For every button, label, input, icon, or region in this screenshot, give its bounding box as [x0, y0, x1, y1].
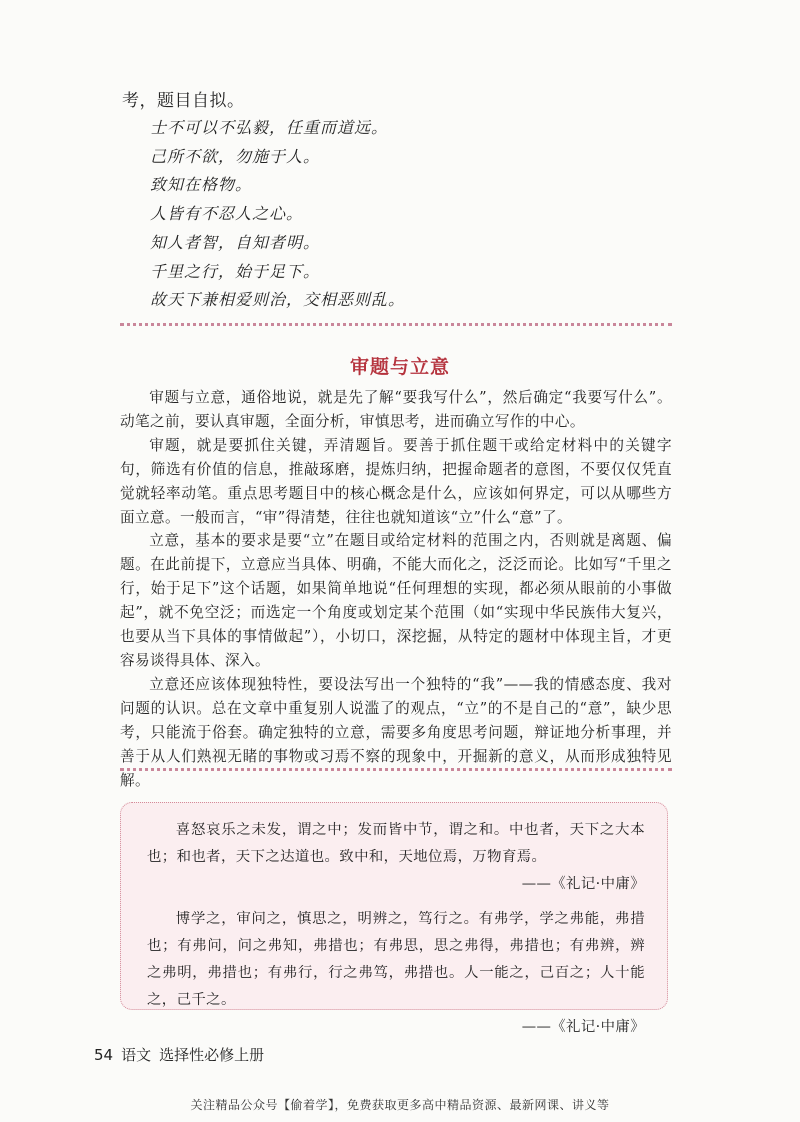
subject-name: 语文: [121, 1046, 152, 1064]
intro-line: 考，题目自拟。: [122, 91, 245, 111]
quote-box-content: [147, 817, 645, 1041]
page-number: 54: [94, 1046, 114, 1064]
quote-list: [150, 114, 405, 315]
page-footer: [94, 1044, 272, 1065]
spacer: [147, 898, 645, 906]
quote-item: 人皆有不忍人之心。: [150, 204, 304, 224]
promo-note: 关注精品公众号【偷着学】，免费获取更多高中精品资源、最新网课、讲义等: [190, 1098, 610, 1112]
quote-item: 致知在格物。: [150, 175, 253, 195]
quote-item: 知人者智，自知者明。: [150, 232, 321, 252]
body-paragraph: 审题，就是要抓住关键，弄清题旨。要善于抓住题干或给定材料中的关键字句，筛选有价值的信息，推敲琢磨，提炼归纳，把握命题者的意图，不要仅仅凭直觉就轻率动笔。重点思考题目中的核心概念是什么，应该如何界定，可以从哪些方面立意。一般而言，“审”得清楚，往往也就知道该“立”什么“意”了。: [120, 436, 672, 526]
body-paragraph: 立意，基本的要求是要“立”在题目或给定材料的范围之内，否则就是离题、偏题。在此前提下，立意应当具体、明确，不能大而化之，泛泛而论。比如写“千里之行，始于足下”这个话题，如果简单地说“任何理想的实现，都必须从眼前的小事做起”，就不免空泛；而选定一个角度或划定某个范围（如“实现中华民族伟大复兴，也要从当下具体的事情做起”），小切口，深挖掘，从特定的题材中体现主旨，才更容易谈得具体、深入。: [120, 532, 672, 669]
passage-source: ——《礼记·中庸》: [521, 876, 645, 892]
section-body: [120, 386, 672, 792]
passage-source: ——《礼记·中庸》: [521, 1019, 645, 1035]
quote-item: 士不可以不弘毅，任重而道远。: [150, 118, 389, 137]
book-name: 选择性必修上册: [159, 1046, 265, 1064]
body-paragraph: 立意还应该体现独特性，要设法写出一个独特的“我”——我的情感态度、我对问题的认识。总在文章中重复别人说滥了的观点，“立”的不是自己的“意”，缺少思考，只能流于俗套。确定独特的立意，需要多角度思考问题，辩证地分析事理，并善于从人们熟视无睹的事物或习焉不察的现象中，开掘新的意义，从而形成独特见解。: [120, 675, 672, 789]
classical-passage: 喜怒哀乐之未发，谓之中；发而皆中节，谓之和。中也者，天下之大本也；和也者，天下之达道也。致中和，天地位焉，万物育焉。: [147, 822, 645, 865]
classical-quote-box: [120, 802, 668, 1035]
section-title: 审题与立意: [349, 356, 450, 378]
dotted-divider-top: [120, 323, 672, 326]
quote-item: 己所不欲，勿施于人。: [150, 146, 321, 166]
dotted-divider-bottom: [120, 768, 672, 771]
classical-passage: 博学之，审问之，慎思之，明辨之，笃行之。有弗学，学之弗能，弗措也；有弗问，问之弗知，弗措也；有弗思，思之弗得，弗措也；有弗辨，辨之弗明，弗措也；有弗行，行之弗笃，弗措也。人一能之，己百之；人十能之，己千之。: [147, 911, 645, 1008]
body-paragraph: 审题与立意，通俗地说，就是先了解“要我写什么”，然后确定“我要写什么”。动笔之前，要认真审题，全面分析，审慎思考，进而确立写作的中心。: [120, 389, 672, 430]
quote-item: 故天下兼相爱则治，交相恶则乱。: [150, 290, 406, 310]
quote-item: 千里之行，始于足下。: [150, 261, 321, 281]
